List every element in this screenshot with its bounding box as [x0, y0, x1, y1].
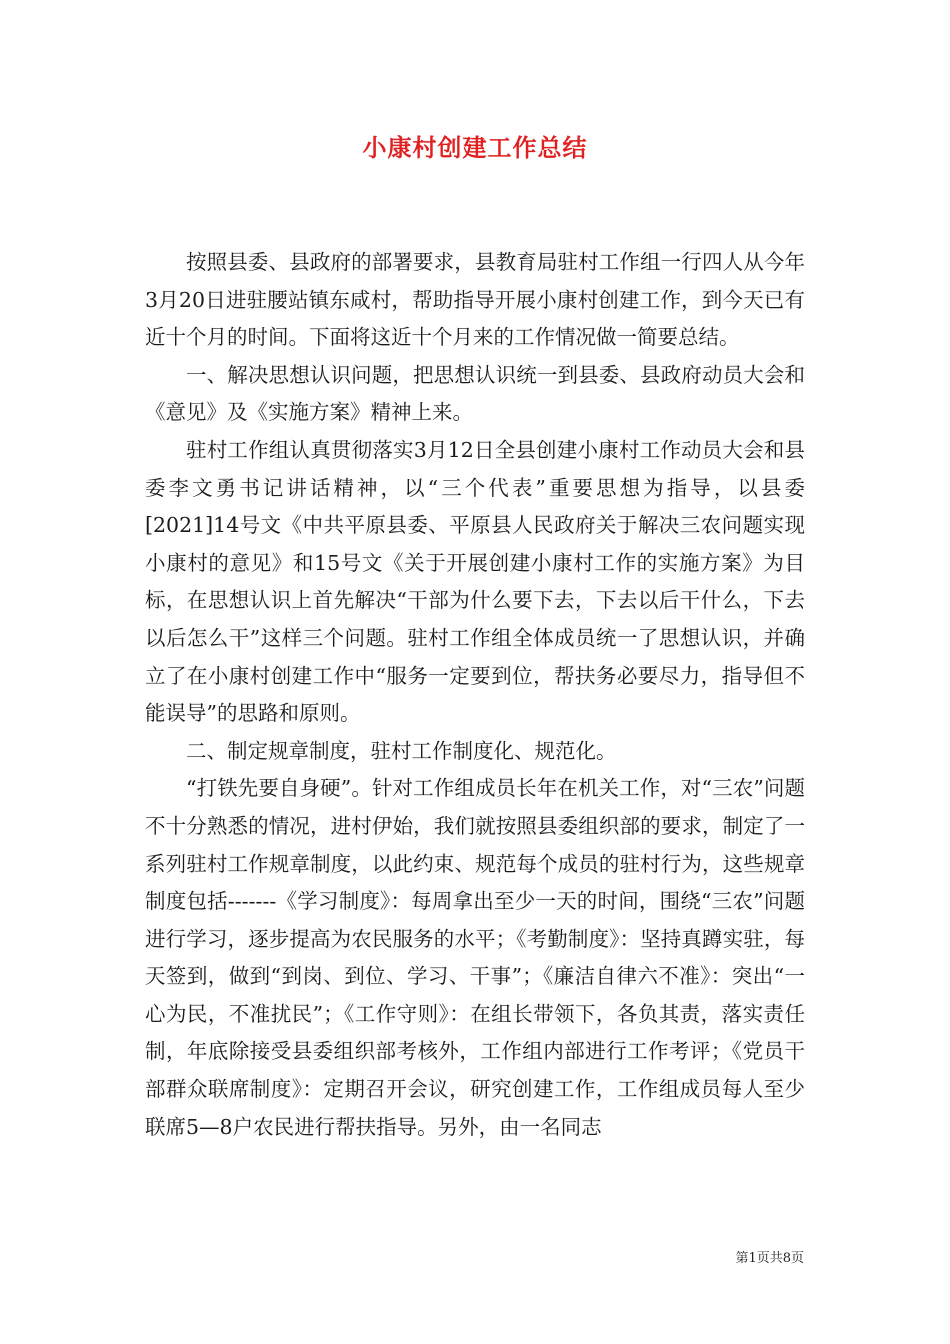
paragraph-intro: 按照县委、县政府的部署要求，县教育局驻村工作组一行四人从今年3月20日进驻腰站镇东咸村，帮助指导开展小康村创建工作，到今天已有近十个月的时间。下面将这近十个月来的工作情况做一简要总结。 — [145, 250, 805, 350]
paragraph-section-2-heading: 二、制定规章制度，驻村工作制度化、规范化。 — [186, 738, 617, 763]
document-title: 小康村创建工作总结 — [362, 133, 588, 162]
document-body — [145, 244, 805, 1146]
paragraph-section-1-body: 驻村工作组认真贯彻落实3月12日全县创建小康村工作动员大会和县委李文勇书记讲话精神，以“三个代表”重要思想为指导，以县委[2021]14号文《中共平原县委、平原县人民政府关于解决三农问题实现小康村的意见》和15号文《关于开展创建小康村工作的实施方案》为目标，在思想认识上首先解决“干部为什么要下去，下去以后干什么，下去以后怎么干”这样三个问题。驻村工作组全体成员统一了思想认识，并确立了在小康村创建工作中“服务一定要到位，帮扶务必要尽力，指导但不能误导”的思路和原则。 — [145, 437, 805, 726]
page-number-footer: 第1页共8页 — [735, 1251, 804, 1266]
paragraph-section-2-body: “打铁先要自身硬”。针对工作组成员长年在机关工作，对“三农”问题不十分熟悉的情况，进村伊始，我们就按照县委组织部的要求，制定了一系列驻村工作规章制度，以此约束、规范每个成员的驻村行为，这些规章制度包括-------《学习制度》：每周拿出至少一天的时间，围绕“三农”问题进行学习，逐步提高为农民服务的水平；《考勤制度》：坚持真蹲实驻，每天签到，做到“到岗、到位、学习、干事”；《廉洁自律六不准》：突出“一心为民，不准扰民”；《工作守则》：在组长带领下，各负其责，落实责任制，年底除接受县委组织部考核外，工作组内部进行工作考评；《党员干部群众联席制度》：定期召开会议，研究创建工作，工作组成员每人至少联席5—8户农民进行帮扶指导。另外，由一名同志 — [145, 776, 805, 1139]
paragraph-section-1-heading: 一、解决思想认识问题，把思想认识统一到县委、县政府动员大会和《意见》及《实施方案》精神上来。 — [145, 362, 805, 425]
